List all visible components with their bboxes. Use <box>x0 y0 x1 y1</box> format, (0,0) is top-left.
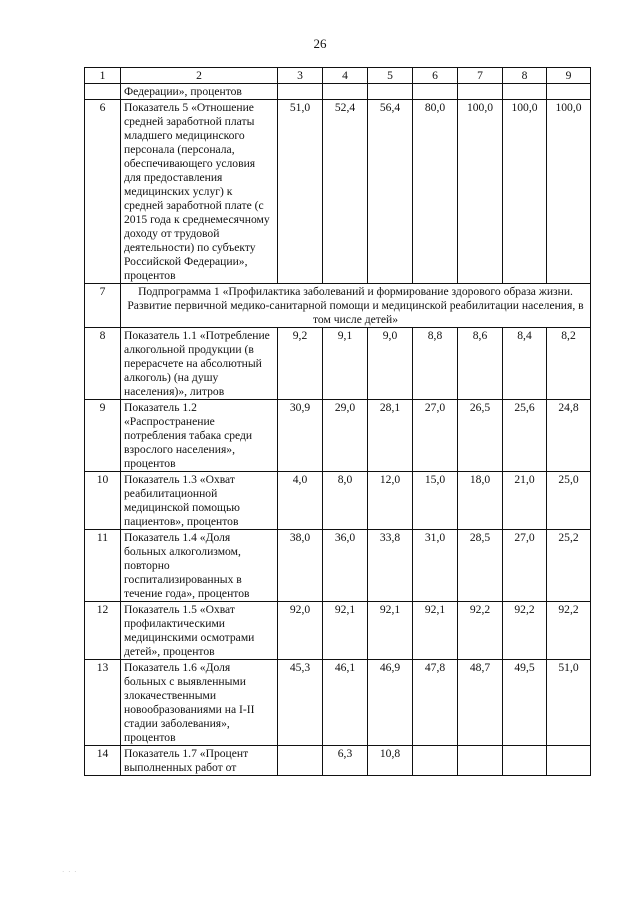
table-row <box>85 530 591 602</box>
value-cell: 47,8 <box>413 660 458 746</box>
value-cell: 52,4 <box>323 100 368 284</box>
table-row <box>85 746 591 776</box>
subprogram-title: Подпрограмма 1 «Профилактика заболеваний и формирование здорового образа жизни. Развитие первичной медико-санитарной помощи и медицинской реабилитации населения, в том числе детей» <box>121 284 591 328</box>
value-cell <box>368 84 413 100</box>
value-cell: 8,8 <box>413 328 458 400</box>
table-row <box>85 100 591 284</box>
value-cell: 100,0 <box>503 100 547 284</box>
header-cell: 1 <box>85 68 121 84</box>
value-cell <box>278 746 323 776</box>
value-cell: 92,2 <box>547 602 591 660</box>
value-cell: 51,0 <box>278 100 323 284</box>
value-cell: 15,0 <box>413 472 458 530</box>
value-cell: 4,0 <box>278 472 323 530</box>
row-number: 14 <box>85 746 121 776</box>
value-cell: 48,7 <box>458 660 503 746</box>
header-cell: 9 <box>547 68 591 84</box>
value-cell: 80,0 <box>413 100 458 284</box>
indicator-label: Федерации», процентов <box>121 84 278 100</box>
value-cell <box>503 84 547 100</box>
header-row <box>85 68 591 84</box>
value-cell: 8,4 <box>503 328 547 400</box>
value-cell: 31,0 <box>413 530 458 602</box>
value-cell: 24,8 <box>547 400 591 472</box>
value-cell: 10,8 <box>368 746 413 776</box>
value-cell: 8,0 <box>323 472 368 530</box>
indicator-label: Показатель 1.4 «Доля больных алкоголизмом, повторно госпитализированных в течение года», процентов <box>121 530 278 602</box>
row-number: 6 <box>85 100 121 284</box>
value-cell <box>413 84 458 100</box>
value-cell: 45,3 <box>278 660 323 746</box>
header-cell: 5 <box>368 68 413 84</box>
header-cell: 7 <box>458 68 503 84</box>
page-number: 26 <box>313 36 327 51</box>
value-cell: 25,2 <box>547 530 591 602</box>
scan-mark: · · · <box>62 868 78 876</box>
row-number: 11 <box>85 530 121 602</box>
row-number: 13 <box>85 660 121 746</box>
value-cell: 92,2 <box>503 602 547 660</box>
value-cell: 9,0 <box>368 328 413 400</box>
value-cell: 92,2 <box>458 602 503 660</box>
value-cell: 92,1 <box>413 602 458 660</box>
value-cell: 56,4 <box>368 100 413 284</box>
row-number: 10 <box>85 472 121 530</box>
indicator-label: Показатель 1.5 «Охват профилактическими медицинскими осмотрами детей», процентов <box>121 602 278 660</box>
indicator-label: Показатель 5 «Отношение средней заработной платы младшего медицинского персонала (персонала, обеспечивающего условия для предоставления медицинских услуг) к средней заработной плате (с 2015 года к среднемесячному доходу от трудовой деятельности) по субъекту Российской Федерации», процентов <box>121 100 278 284</box>
value-cell <box>547 84 591 100</box>
value-cell: 46,9 <box>368 660 413 746</box>
value-cell <box>278 84 323 100</box>
table-row <box>85 472 591 530</box>
value-cell: 12,0 <box>368 472 413 530</box>
value-cell: 25,6 <box>503 400 547 472</box>
value-cell: 51,0 <box>547 660 591 746</box>
value-cell: 25,0 <box>547 472 591 530</box>
row-number: 8 <box>85 328 121 400</box>
row-number: 7 <box>85 284 121 328</box>
table-row <box>85 602 591 660</box>
indicator-label: Показатель 1.6 «Доля больных с выявленными злокачественными новообразованиями на I-II стадии заболевания», процентов <box>121 660 278 746</box>
value-cell: 28,5 <box>458 530 503 602</box>
value-cell: 100,0 <box>547 100 591 284</box>
row-number <box>85 84 121 100</box>
value-cell <box>503 746 547 776</box>
continuation-row <box>85 84 591 100</box>
value-cell: 6,3 <box>323 746 368 776</box>
table-row <box>85 328 591 400</box>
value-cell: 9,1 <box>323 328 368 400</box>
value-cell: 49,5 <box>503 660 547 746</box>
header-cell: 4 <box>323 68 368 84</box>
indicator-label: Показатель 1.2 «Распространение потребления табака среди взрослого населения», процентов <box>121 400 278 472</box>
value-cell <box>458 746 503 776</box>
value-cell: 29,0 <box>323 400 368 472</box>
row-number: 12 <box>85 602 121 660</box>
indicator-label: Показатель 1.7 «Процент выполненных работ от <box>121 746 278 776</box>
value-cell <box>458 84 503 100</box>
row-number: 9 <box>85 400 121 472</box>
value-cell: 92,1 <box>323 602 368 660</box>
value-cell: 36,0 <box>323 530 368 602</box>
value-cell: 38,0 <box>278 530 323 602</box>
value-cell: 26,5 <box>458 400 503 472</box>
header-cell: 3 <box>278 68 323 84</box>
value-cell: 30,9 <box>278 400 323 472</box>
value-cell: 27,0 <box>503 530 547 602</box>
header-cell: 8 <box>503 68 547 84</box>
value-cell <box>547 746 591 776</box>
value-cell: 27,0 <box>413 400 458 472</box>
indicators-table <box>84 67 591 776</box>
header-cell: 2 <box>121 68 278 84</box>
value-cell: 8,6 <box>458 328 503 400</box>
indicator-label: Показатель 1.3 «Охват реабилитационной медицинской помощью пациентов», процентов <box>121 472 278 530</box>
value-cell <box>323 84 368 100</box>
value-cell: 92,0 <box>278 602 323 660</box>
value-cell: 33,8 <box>368 530 413 602</box>
value-cell: 21,0 <box>503 472 547 530</box>
value-cell: 92,1 <box>368 602 413 660</box>
subprogram-row <box>85 284 591 328</box>
indicator-label: Показатель 1.1 «Потребление алкогольной продукции (в перерасчете на абсолютный алкоголь) (на душу населения)», литров <box>121 328 278 400</box>
value-cell: 100,0 <box>458 100 503 284</box>
value-cell: 8,2 <box>547 328 591 400</box>
value-cell <box>413 746 458 776</box>
value-cell: 18,0 <box>458 472 503 530</box>
table-row <box>85 400 591 472</box>
value-cell: 28,1 <box>368 400 413 472</box>
table-row <box>85 660 591 746</box>
header-cell: 6 <box>413 68 458 84</box>
value-cell: 9,2 <box>278 328 323 400</box>
value-cell: 46,1 <box>323 660 368 746</box>
